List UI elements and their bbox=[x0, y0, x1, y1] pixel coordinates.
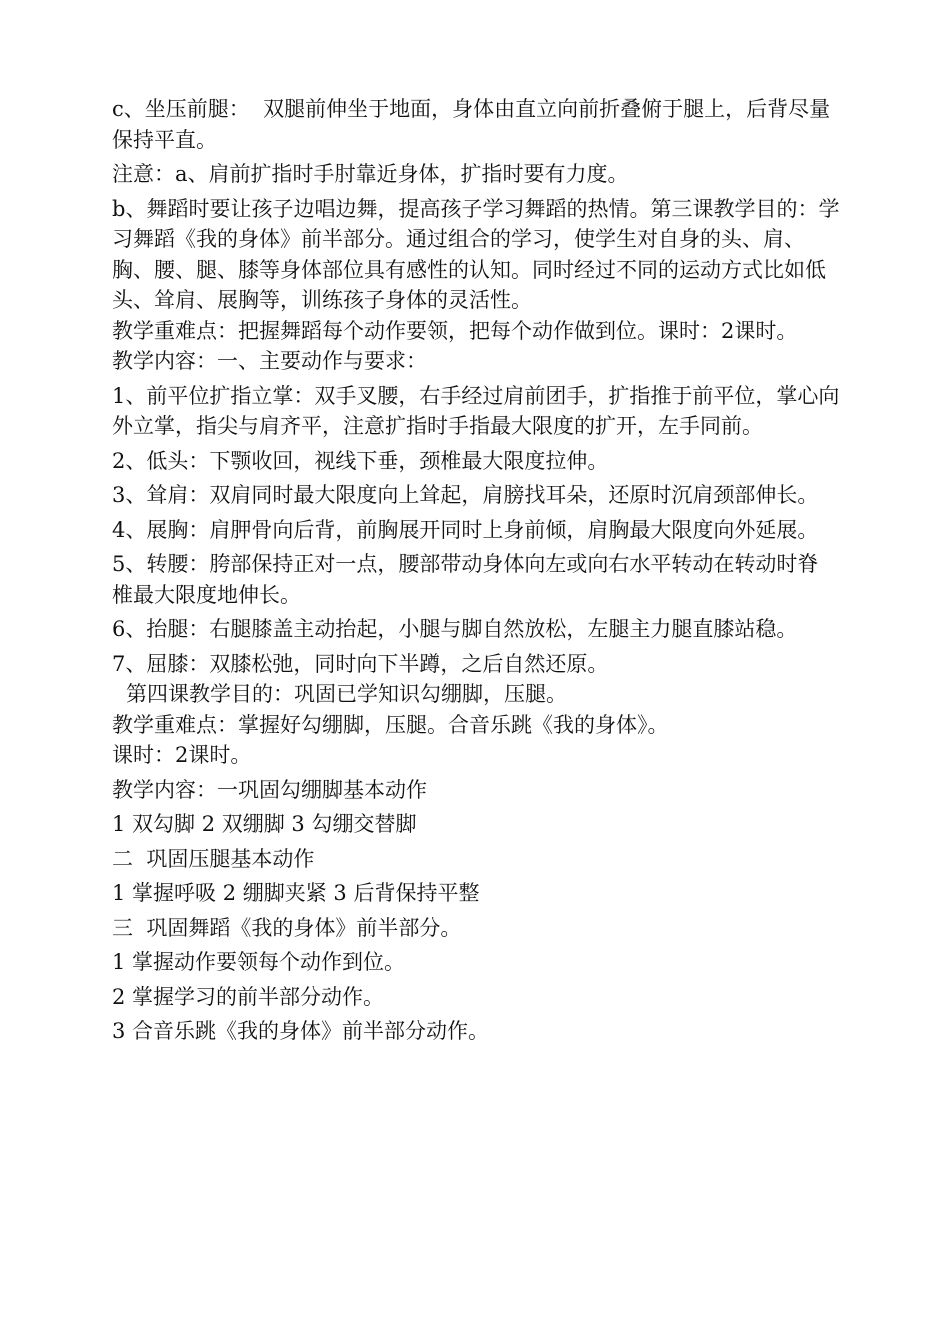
list-item-move-6: 6、抬腿：右腿膝盖主动抬起，小腿与脚自然放松，左腿主力腿直膝站稳。 bbox=[112, 617, 798, 641]
list-item-move-5-continued: 椎最大限度地伸长。 bbox=[112, 582, 301, 607]
paragraph-key-points-lesson-three: 教学重难点：把握舞蹈每个动作要领，把每个动作做到位。课时：2课时。 bbox=[112, 318, 798, 343]
paragraph-lesson-four-key-points: 教学重难点：掌握好勾绷脚，压腿。合音乐跳《我的身体》。 bbox=[112, 712, 669, 737]
list-item-move-4: 4、展胸：肩胛骨向后背，前胸展开同时上身前倾，肩胸最大限度向外延展。 bbox=[112, 517, 819, 542]
section-heading-leg-press: 二 巩固压腿基本动作 bbox=[112, 846, 315, 871]
paragraph-lesson-four-goal: 第四课教学目的：巩固已学知识勾绷脚，压腿。 bbox=[126, 682, 567, 706]
list-item-dance-2: 2 掌握学习的前半部分动作。 bbox=[112, 984, 385, 1009]
paragraph-content-heading: 教学内容：一、主要动作与要求： bbox=[112, 349, 427, 373]
list-item-move-7: 7、屈膝：双膝松弛，同时向下半蹲，之后自然还原。 bbox=[112, 651, 609, 676]
document-body bbox=[112, 94, 840, 1047]
list-item-move-2: 2、低头：下颚收回，视线下垂，颈椎最大限度拉伸。 bbox=[112, 448, 609, 473]
list-item-foot-exercises: 1 双勾脚 2 双绷脚 3 勾绷交替脚 bbox=[112, 812, 417, 836]
list-item-move-5: 5、转腰：胯部保持正对一点，腰部带动身体向左或向右水平转动在转动时脊 bbox=[112, 552, 819, 576]
paragraph-note-a: 注意：a、肩前扩指时手肘靠近身体，扩指时要有力度。 bbox=[112, 162, 629, 186]
list-item-leg-press-steps: 1 掌握呼吸 2 绷脚夹紧 3 后背保持平整 bbox=[112, 881, 480, 905]
list-item-move-3: 3、耸肩：双肩同时最大限度向上耸起，肩膀找耳朵，还原时沉肩颈部伸长。 bbox=[112, 483, 819, 507]
list-item-move-1: 1、前平位扩指立掌：双手叉腰，右手经过肩前团手，扩指推于前平位，掌心向外立掌，指尖与肩齐平，注意扩指时手指最大限度的扩开，左手同前。 bbox=[112, 383, 840, 438]
paragraph-lesson-four-content: 教学内容：一巩固勾绷脚基本动作 bbox=[112, 777, 427, 802]
paragraph-note-b-lesson-three: b、舞蹈时要让孩子边唱边舞，提高孩子学习舞蹈的热情。第三课教学目的：学习舞蹈《我的身体》前半部分。通过组合的学习，使学生对自身的头、肩、胸、腰、腿、膝等身体部位具有感性的认知。同时经过不同的运动方式比如低头、耸肩、展胸等，训练孩子身体的灵活性。 bbox=[112, 196, 840, 312]
paragraph-lesson-four-hours: 课时：2课时。 bbox=[112, 743, 252, 767]
section-heading-dance: 三 巩固舞蹈《我的身体》前半部分。 bbox=[112, 915, 462, 940]
list-item-dance-3: 3 合音乐跳《我的身体》前半部分动作。 bbox=[112, 1019, 490, 1043]
list-item-dance-1: 1 掌握动作要领每个动作到位。 bbox=[112, 950, 406, 974]
paragraph-c-sitting-leg-press: c、坐压前腿： 双腿前伸坐于地面，身体由直立向前折叠俯于腿上，后背尽量保持平直。 bbox=[112, 97, 831, 152]
